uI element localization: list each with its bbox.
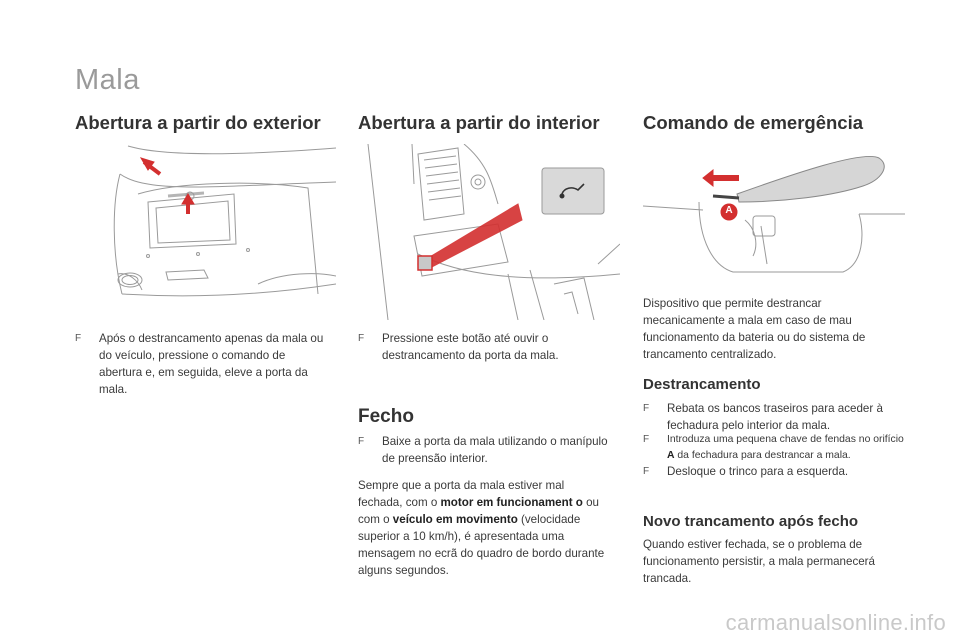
fecho-text-3: (velocidade superior a 10 km/h), é apresentada uma mensagem no ecrã do quadro de bordo durante alguns segundos. xyxy=(358,513,605,577)
section-heading-exterior: Abertura a partir do exterior xyxy=(75,112,321,133)
bullet-fecho xyxy=(358,433,613,467)
bullet-destrancamento-2 xyxy=(643,432,905,464)
step-2-bold-a: A xyxy=(667,450,675,461)
step-2-text-a: Introduza uma pequena chave de fendas no orifício xyxy=(667,434,904,445)
illustration-exterior-trunk xyxy=(108,144,336,320)
bullet-fecho-text: Baixe a porta da mala utilizando o manípulo de preensão interior. xyxy=(382,435,608,465)
bullet-mark: F xyxy=(643,434,650,445)
bullet-mark: F xyxy=(75,333,82,344)
section-heading-novo-trancamento: Novo trancamento após fecho xyxy=(643,513,859,530)
bullet-mark: F xyxy=(643,403,650,414)
illustration-emergency-lock xyxy=(643,144,905,280)
bullet-mark: F xyxy=(643,466,650,477)
section-heading-destrancamento: Destrancamento xyxy=(643,376,761,393)
label-a: A xyxy=(725,205,733,216)
paragraph-fecho-warning xyxy=(358,477,608,579)
step-3-text: Desloque o trinco para a esquerda. xyxy=(667,465,849,478)
fecho-text-1: Sempre que a porta da mala estiver mal fechada, com o xyxy=(358,479,565,509)
bullet-exterior xyxy=(75,330,330,398)
illustration-interior-button xyxy=(358,144,620,320)
watermark: carmanualsonline.info xyxy=(725,610,946,635)
section-heading-fecho: Fecho xyxy=(358,406,414,427)
fecho-text-2: ou com o xyxy=(358,496,599,526)
bullet-mark: F xyxy=(358,333,365,344)
step-1-text: Rebata os bancos traseiros para aceder à fechadura pelo interior da mala. xyxy=(667,402,883,432)
bullet-exterior-text: Após o destrancamento apenas da mala ou do veículo, pressione o comando de abertura e, em seguida, eleve a porta da mala. xyxy=(99,332,324,396)
bullet-mark: F xyxy=(358,436,365,447)
paragraph-emergencia-intro: Dispositivo que permite destrancar mecanicamente a mala em caso de mau funcionamento da bateria ou do sistema de trancamento centralizado. xyxy=(643,297,866,361)
fecho-bold-engine: motor em funcionament o xyxy=(440,496,583,509)
bullet-destrancamento-3 xyxy=(643,463,903,480)
fecho-bold-moving: veículo em movimento xyxy=(392,513,518,526)
bullet-interior-text: Pressione este botão até ouvir o destrancamento da porta da mala. xyxy=(382,332,559,362)
page-title: Mala xyxy=(75,64,140,96)
section-heading-emergencia: Comando de emergência xyxy=(643,112,864,133)
bullet-destrancamento-1 xyxy=(643,400,903,434)
section-heading-interior: Abertura a partir do interior xyxy=(358,112,600,133)
paragraph-novo-trancamento: Quando estiver fechada, se o problema de funcionamento persistir, a mala permanecerá trancada. xyxy=(643,538,875,585)
bullet-interior xyxy=(358,330,613,364)
step-2-text-b: da fechadura para destrancar a mala. xyxy=(674,450,851,461)
